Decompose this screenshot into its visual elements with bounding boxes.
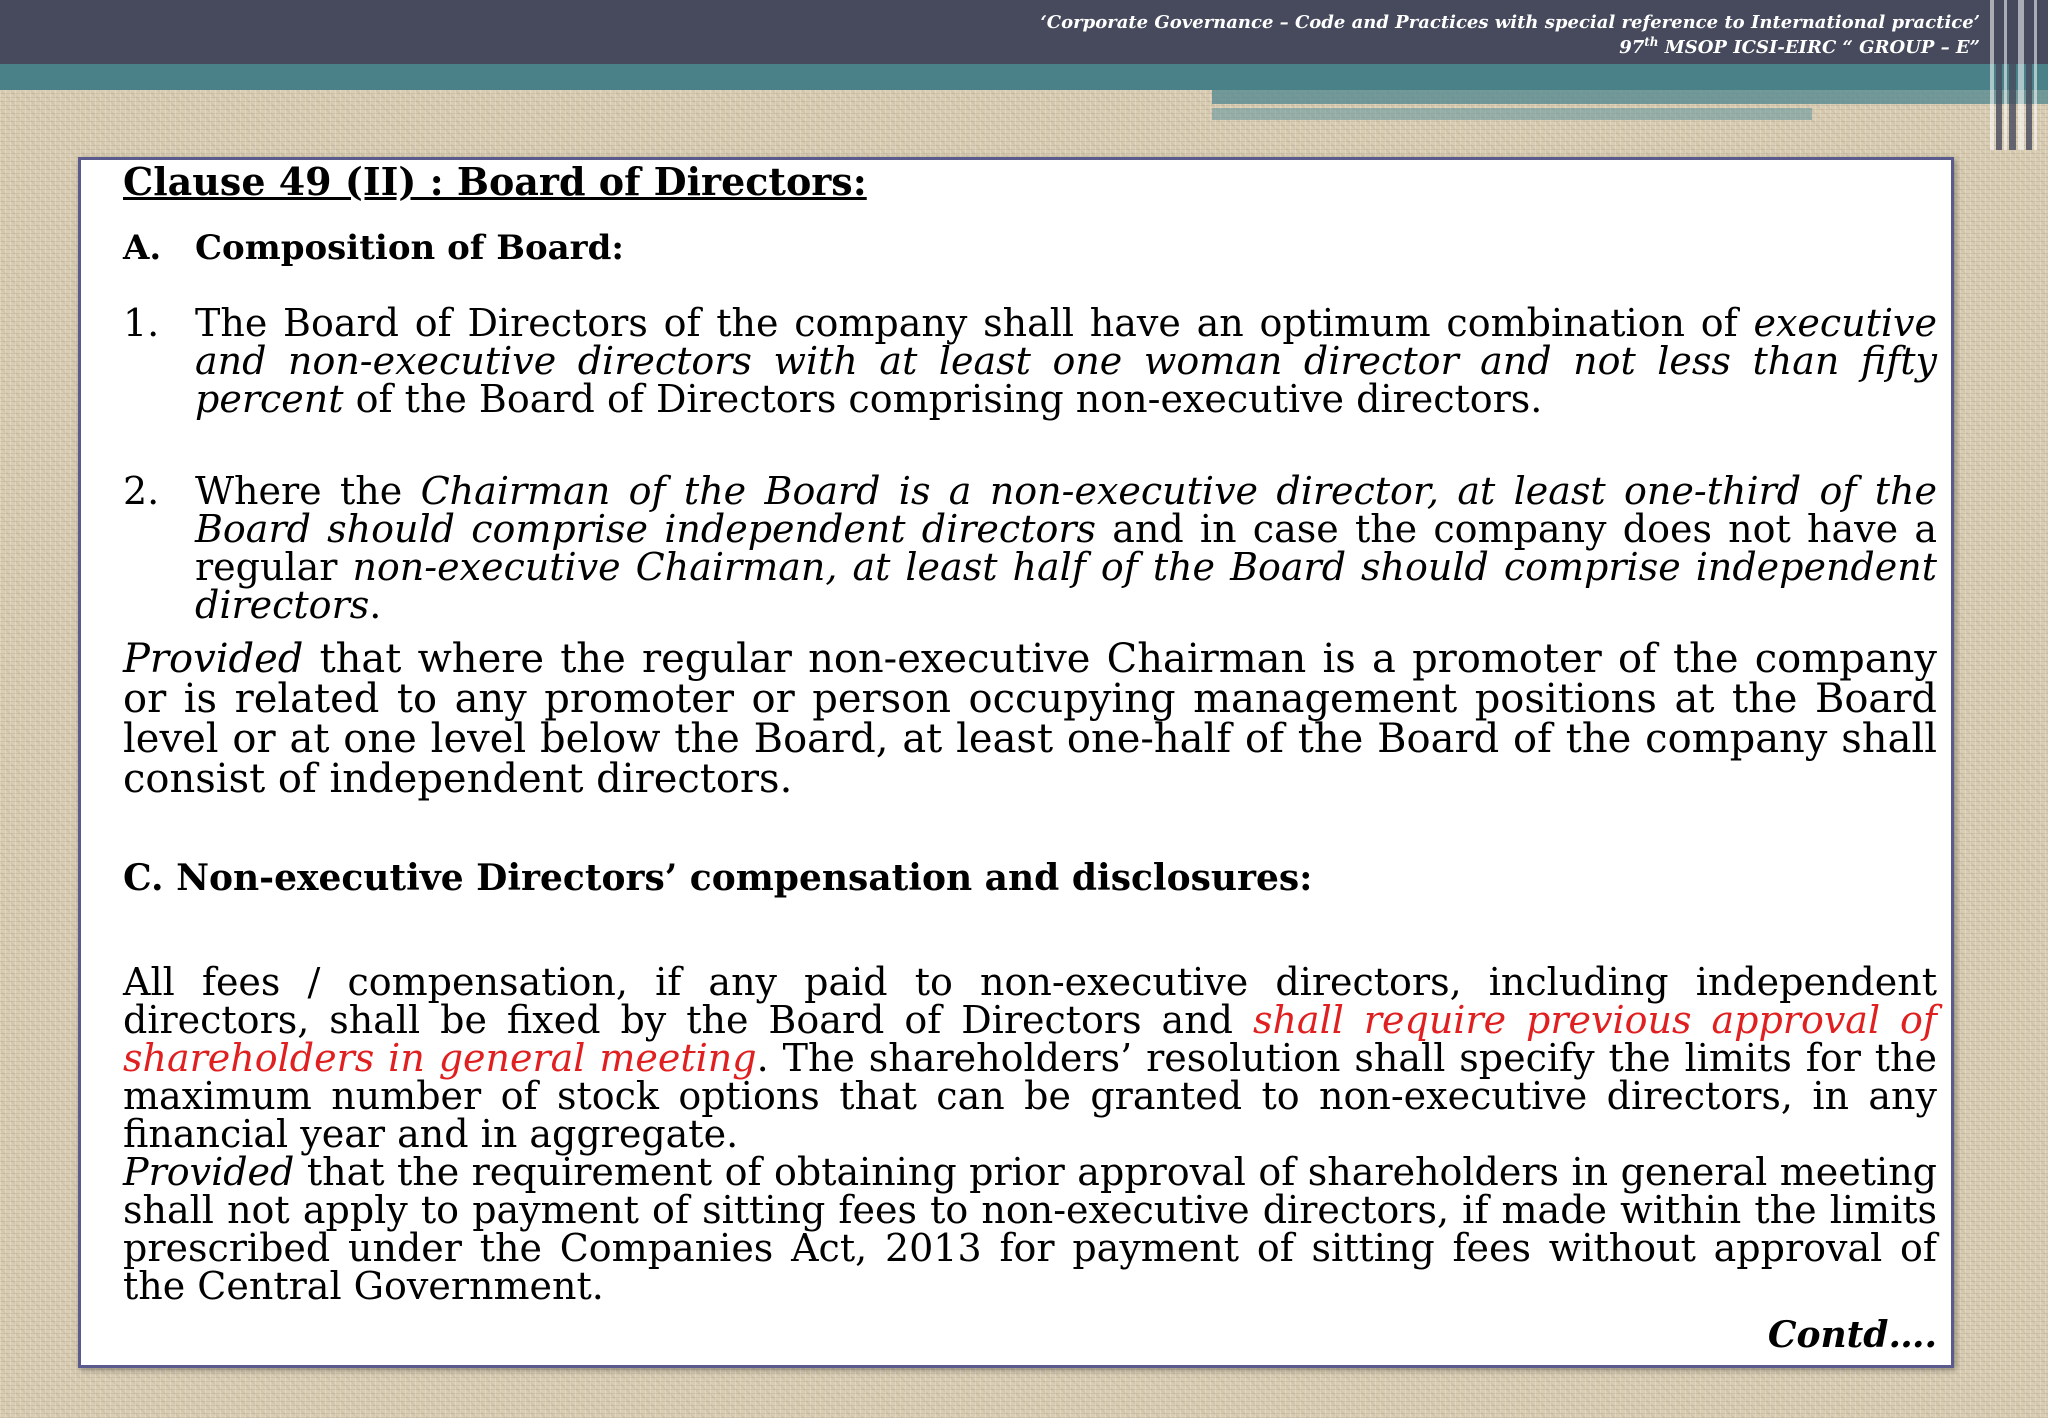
header-caption-line2-prefix: 97 <box>1619 37 1645 58</box>
text-run: and in case the company does not have a regular <box>195 507 1937 589</box>
list-item-number: 2. <box>123 469 160 513</box>
text-run: Where the <box>195 469 421 513</box>
header-caption-line2 <box>1041 35 1980 60</box>
italic-run: Chairman of the Board is a non-executive director, at least one-third of the Board should comprise independent directors <box>195 469 1937 551</box>
section-c-heading: C. Non-executive Directors’ compensation and disclosures: <box>123 857 1313 899</box>
text-run: All fees / compensation, if any paid to non-executive directors, including independent directors, shall be fixed by the Board of Directors and <box>123 960 1937 1042</box>
header-accent-band-2 <box>1212 90 2048 104</box>
list-item-text <box>195 301 1937 421</box>
header-caption-line2-rest: MSOP ICSI-EIRC “ GROUP – E” <box>1658 37 1980 58</box>
highlighted-text: shall require previous approval of shareholders in general meeting <box>123 998 1937 1080</box>
decorative-stripe <box>2034 0 2037 150</box>
decorative-stripe <box>2026 0 2032 150</box>
proviso-paragraph-2 <box>123 1150 1937 1308</box>
header-caption <box>1041 10 1980 60</box>
italic-run: non-executive Chairman, at least half of the Board should comprise independent directors <box>195 545 1937 627</box>
fees-paragraph <box>123 960 1937 1156</box>
list-item-1 <box>123 301 1937 421</box>
text-run: . <box>369 583 382 627</box>
slide-content-box <box>78 157 1954 1368</box>
text-run: that the requirement of obtaining prior approval of shareholders in general meeting shall not apply to payment of sitting fees to non-executive directors, if made within the limits prescribed under the Companies Act, 2013 for payment of sitting fees without approval of the Central Government. <box>123 1150 1937 1308</box>
italic-run: Provided <box>123 1150 295 1194</box>
italic-run: executive and non-executive directors with at least one woman director and not less than fifty percent <box>195 301 1937 421</box>
text-run: that where the regular non-executive Chairman is a promoter of the company or is related to any promoter or person occupying management positions at the Board level or at one level below the Board, at least one-half of the Board of the company shall consist of independent directors. <box>123 636 1937 802</box>
section-a-label: A. <box>123 228 162 268</box>
text-run: The Board of Directors of the company shall have an optimum combination of <box>195 301 1754 345</box>
slide-title: Clause 49 (II) : Board of Directors: <box>123 159 867 204</box>
text-run: of the Board of Directors comprising non-executive directors. <box>343 377 1543 421</box>
decorative-stripe <box>1996 0 2002 150</box>
header-accent-band <box>0 64 2048 90</box>
decorative-stripe <box>2009 0 2016 150</box>
text-run: . The shareholders’ resolution shall specify the limits for the maximum number of stock options that can be granted to non-executive directors, in any financial year and in aggregate. <box>123 1036 1937 1156</box>
list-item-2 <box>123 469 1937 627</box>
list-item-text <box>195 469 1937 627</box>
decorative-stripe <box>1990 0 1994 150</box>
header-caption-line2-sup: th <box>1644 35 1659 49</box>
section-a-heading <box>123 228 624 268</box>
continued-label: Contd…. <box>1767 1314 1937 1356</box>
list-item-number: 1. <box>123 301 160 345</box>
proviso-paragraph-1 <box>123 636 1937 802</box>
header-caption-line1: ‘Corporate Governance – Code and Practices with special reference to International practice’ <box>1040 12 1980 33</box>
italic-run: Provided <box>123 636 304 682</box>
section-a-title: Composition of Board: <box>195 228 624 268</box>
decorative-stripe <box>2004 0 2007 150</box>
header-accent-band-3 <box>1212 108 1812 120</box>
decorative-stripe <box>2018 0 2024 150</box>
